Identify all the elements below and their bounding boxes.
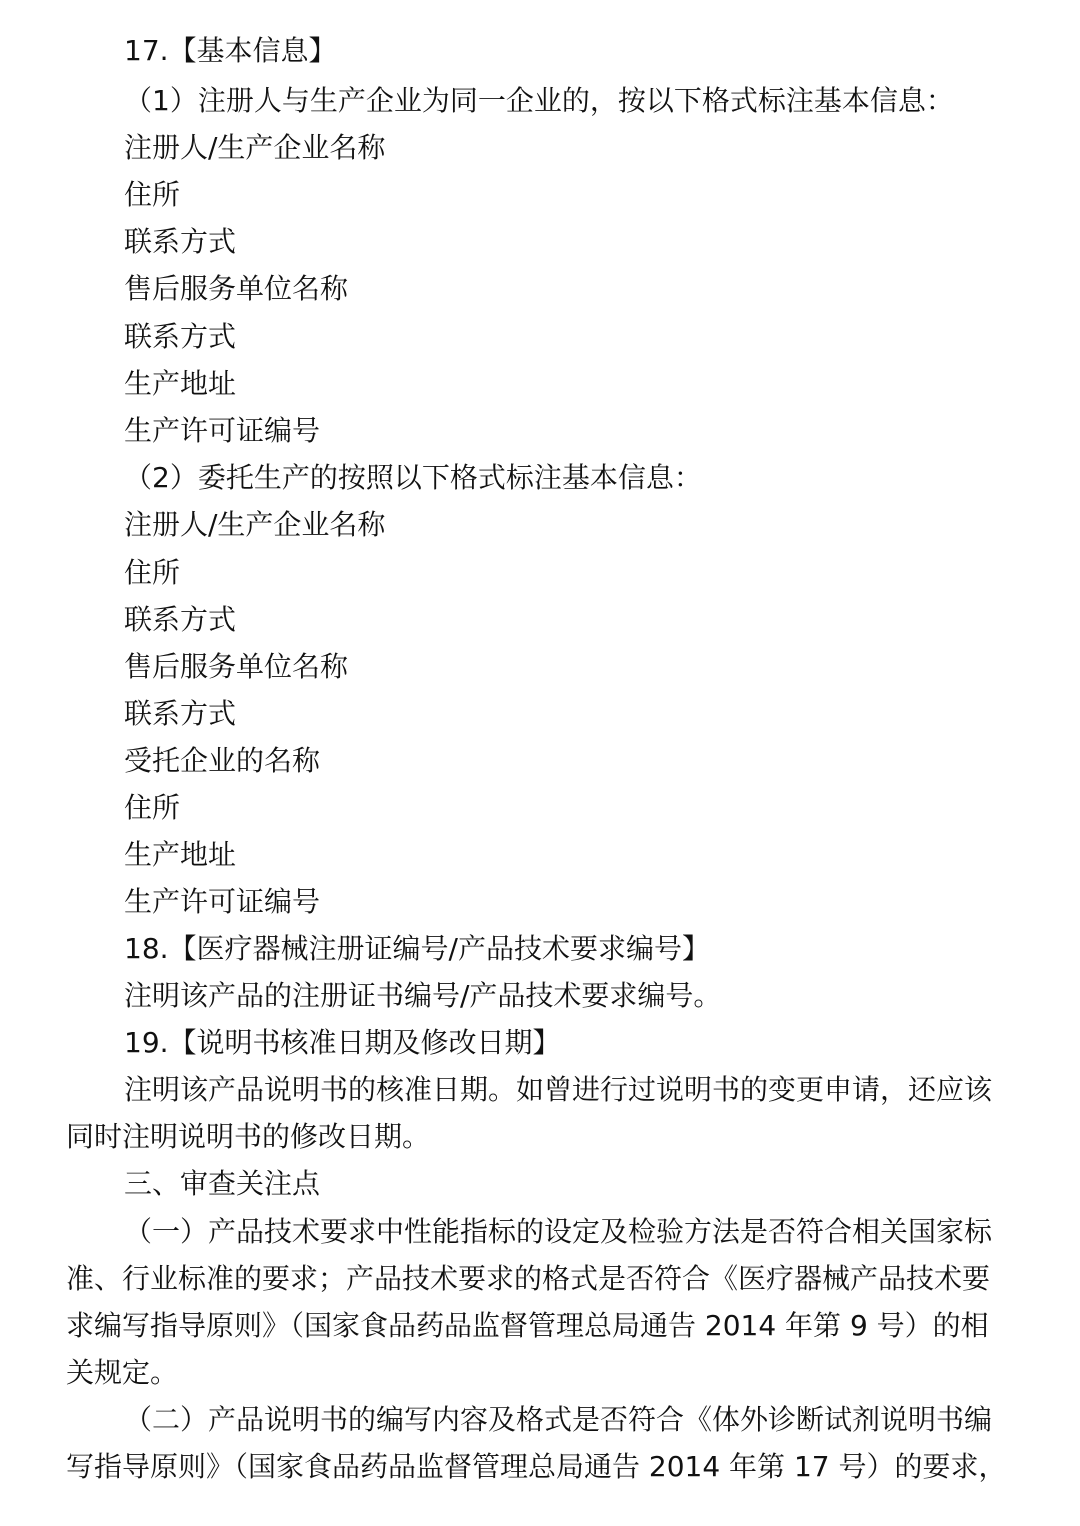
paragraph-line: （一）产品技术要求中性能指标的设定及检验方法是否符合相关国家标 (124, 1215, 993, 1248)
paragraph-line: （2）委托生产的按照以下格式标注基本信息： (124, 461, 702, 494)
paragraph-line: 生产地址 (124, 838, 237, 871)
section-19-heading: 19.【说明书核准日期及修改日期】 (124, 1026, 561, 1059)
paragraph-line: 准、行业标准的要求；产品技术要求的格式是否符合《医疗器械产品技术要 (66, 1262, 991, 1295)
paragraph-line: 生产许可证编号 (124, 414, 321, 447)
paragraph-line: 同时注明说明书的修改日期。 (66, 1120, 431, 1153)
paragraph-line: 生产许可证编号 (124, 885, 321, 918)
paragraph-line: 售后服务单位名称 (124, 650, 349, 683)
paragraph-line: 住所 (124, 791, 181, 824)
paragraph-line: 注明该产品说明书的核准日期。如曾进行过说明书的变更申请，还应该 (124, 1073, 993, 1106)
paragraph-line: 联系方式 (124, 225, 237, 258)
section-18-heading: 18.【医疗器械注册证编号/产品技术要求编号】 (124, 932, 710, 965)
paragraph-line: 注明该产品的注册证书编号/产品技术要求编号。 (124, 979, 722, 1012)
paragraph-line: （1）注册人与生产企业为同一企业的，按以下格式标注基本信息： (124, 84, 954, 117)
paragraph-line: 联系方式 (124, 603, 237, 636)
section-3-heading: 三、审查关注点 (124, 1167, 321, 1200)
paragraph-line: 注册人/生产企业名称 (124, 131, 386, 164)
paragraph-line: 注册人/生产企业名称 (124, 508, 386, 541)
paragraph-line: 关规定。 (66, 1356, 179, 1389)
paragraph-line: 住所 (124, 178, 181, 211)
paragraph-line: 住所 (124, 556, 181, 589)
paragraph-line: 求编写指导原则》（国家食品药品监督管理总局通告 2014 年第 9 号）的相 (66, 1309, 989, 1342)
paragraph-line: 联系方式 (124, 697, 237, 730)
paragraph-line: 售后服务单位名称 (124, 272, 349, 305)
paragraph-line: 联系方式 (124, 320, 237, 353)
paragraph-line: 生产地址 (124, 367, 237, 400)
paragraph-line: （二）产品说明书的编写内容及格式是否符合《体外诊断试剂说明书编 (124, 1403, 993, 1436)
section-17-heading: 17.【基本信息】 (124, 34, 337, 67)
paragraph-line: 写指导原则》（国家食品药品监督管理总局通告 2014 年第 17 号）的要求， (66, 1450, 1007, 1483)
paragraph-line: 受托企业的名称 (124, 744, 321, 777)
